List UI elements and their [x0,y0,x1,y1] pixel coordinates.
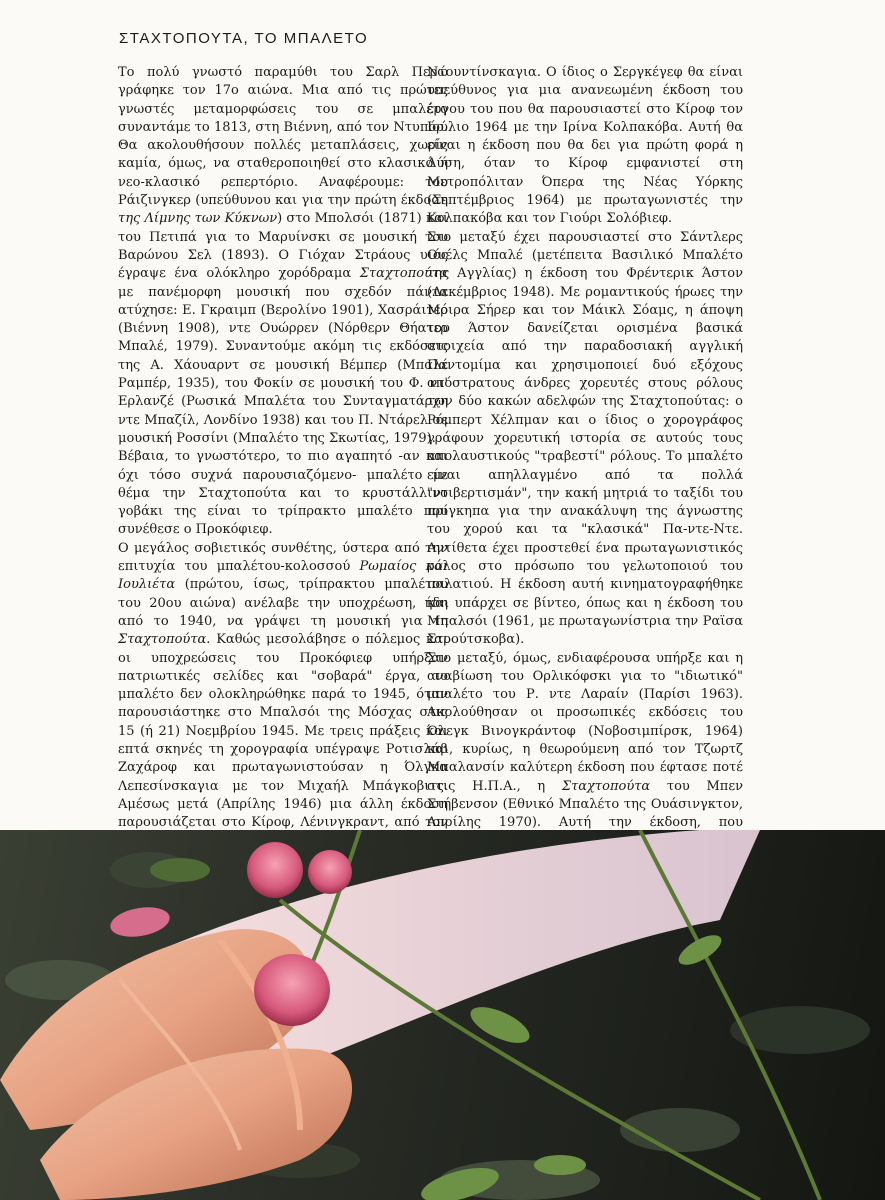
article-column-left [118,64,448,851]
text-run: ) στο Μπολσόι (1871) και του Πετιπά για το Μαρυίνσκι σε μουσική του Βαρώνου Σελ (1893). Ο Γιόχαν Στράους υιός έγραψε ένα ολόκληρο χορόδραμα [118,211,448,282]
article-paragraph [118,64,448,448]
italic-title: Σταχτοπούτα [359,266,448,282]
article-paragraph [118,448,448,539]
rose-flower [247,842,303,898]
text-run: Ο μεγάλος σοβιετικός συνθέτης, ύστερα από την επιτυχία του μπαλέτου-κολοσσού [118,540,448,575]
text-run: του Μπεν Στήβενσον (Εθνικό Μπαλέτο της Ουάσινγκτον, Απρίλης 1970). Αυτή την έκδοση, που [427,778,743,831]
text-run: Στο μεταξύ, όμως, ενδιαφέρουσα υπήρξε και η αναβίωση του Ορλικόφσκι για το "ιδιωτικό" μπαλέτο του Ρ. ντε Λαραίν (Παρίσι 1963). Ακολούθησαν οι προσωπικές εκδόσεις του Όλεγκ Βινογκράντοφ (Νοβοσιμπίρσκ, 1964) και, κυρίως, η θεωρούμενη από τον Τζωρτζ Μπαλανσίν καλύτερη έκδοση που έφτασε ποτέ στις Η.Π.Α., η [427,650,743,794]
photo-pointe-shoes-roses [0,830,885,1200]
text-run: με πανέμορφη μουσική που σχεδόν πάντα ατύχησε: Ε. Γκραιμπ (Βερολίνο 1901), Χασράιτερ (Βιέννη 1908), ντε Ουώρρεν (Νόρθερν Θήατερ Μπαλέ, 1979). Συναντούμε ακόμη τις εκδόσεις της Α. Χάουαρντ σε μουσική Βέμπερ (Μπαλέ Ραμπέρ, 1935), του Φοκίν σε μουσική του Φ. ντ' Ερλανζέ (Ρωσικά Μπαλέτα του Συνταγματάρχη ντε Μπαζίλ, Λονδίνο 1938) και του Π. Ντάρελ σε μουσική Ροσσίνι (Μπαλέτο της Σκωτίας, 1979). [118,284,448,446]
italic-title: Σταχτοπούτα [561,778,651,794]
italic-title: Ρωμαίος και Ιουλιέτα [118,559,448,593]
rose-petal [108,903,172,941]
article-paragraph: Στο μεταξύ έχει παρουσιαστεί στο Σάντλερς Ουέλς Μπαλέ (μετέπειτα Βασιλικό Μπαλέτο της Αγγλίας) η έκδοση του Φρέντερικ Άστον (Δεκέμβριος 1948). Με ρομαντικούς ήρωες την Μόιρα Σήρερ και τον Μάικλ Σόαμς, η άποψη του Άστον δανείζεται ορισμένα βασικά στοιχεία από την παραδοσιακή αγγλική Παντομίμα και χρησιμοποιεί δυό εξόχους απόστρατους άνδρες χορευτές στους ρόλους των δύο κακών αδελφών της Σταχτοπούτας: ο Ρόμπερτ Χέλπμαν και ο ίδιος ο χορογράφος γράφουν χορευτική ιστορία σε αυτούς τους απολαυστικούς "τραβεστί" ρόλους. Το μπαλέτο είναι απηλλαγμένο από τα πολλά "ντιβερτισμάν", την κακή μητριά το ταξίδι του πρίγκηπα για την ανακάλυψη της άγνωστης του χορού και τα "κλασικά" Πα-ντε-Ντε. Αντίθετα έχει προστεθεί ένα πρωταγωνιστικός ρόλος στο πρόσωπο του γελωτοποιού του παλατιού. Η έκδοση αυτή κινηματογραφήθηκε και υπάρχει σε βίντεο, όπως και η έκδοση του Μπαλσόι (1961, με πρωταγωνίστρια την Ραϊσα Στρούτσκοβα). [427,229,743,648]
rose-flower [308,850,352,894]
text-run: (πρώτου, ίσως, τρίπρακτου μπαλέτου του 20ου αιώνα) ανέλαβε την υποχρέωση, ήδη από το 1940, να γράψει τη μουσική για τη [118,577,448,629]
rose-flower [254,954,330,1026]
article-column-right [427,64,743,906]
page-title: ΣΤΑΧΤΟΠΟΥΤΑ, ΤΟ ΜΠΑΛΕΤΟ [119,30,369,47]
article-paragraph [118,540,448,851]
text-run: Το πολύ γνωστό παραμύθι του Σαρλ Περώ γράφηκε τον 17ο αιώνα. Μια από τις πρώτες γνωστές μεταμορφώσεις του σε μπαλέτο συναντάμε το 1813, στη Βιέννη, από τον Ντυπόρ. Θα ακολουθήσουν πολλές μεταπλάσεις, χωρίς καμία, όμως, να σταθεροποιηθεί στο κλασικό ή νεο-κλασικό ρεπερτόριο. Αναφέρουμε: του Ράιζινγκερ (υπεύθυνου και για την πρώτη έκδοση [118,65,448,209]
italic-title: της Λίμνης των Κύκνων [118,211,278,227]
article-paragraph: Ντουντίνσκαγια. Ο ίδιος ο Σεργκέγεφ θα είναι υπεύθυνος για μια ανανεωμένη έκδοση του έργου του που θα παρουσιαστεί στο Κίροφ τον Ιούλιο 1964 με την Ιρίνα Κολπακόβα. Αυτή θα είναι η έκδοση που θα δει για πρώτη φορά η Δύση, όταν το Κίροφ εμφανιστεί στη Μετροπόλιταν Όπερα της Νέας Υόρκης (Σεπτέμβριος 1964) με πρωταγωνιστές την Κολπακόβα και τον Γιούρι Σολόβιεφ. [427,65,743,227]
text-run: Καθώς μεσολάβησε ο πόλεμος και οι υποχρεώσεις του Προκόφιεφ υπήρξαν πατριωτικές σελίδες και "σοβαρά" έργα, το μπαλέτο δεν ολοκληρώθηκε παρά το 1945, όταν παρουσιάστηκε στο Μπαλσόι της Μόσχας στις 15 (ή 21) Νοεμβρίου 1945. Με τρεις πράξεις και επτά σκηνές τη χορογραφία υπέγραψε Ροτισλάβ Ζαχάροφ και πρωταγωνιστούσαν η Όλγκα Λεπεσίνσκαγια με τον Μιχαήλ Μπάγκοβιτς. Αμέσως μετά (Απρίλης 1946) μια άλλη έκδοση παρουσιάζεται στο Κίροφ, Λένινγκραντ, από τον [118,632,448,831]
photo-illustration [0,830,885,1200]
text-run: Βέβαια, το γνωστότερο, το πιο αγαπητό -αν και όχι τόσο συχνά παρουσιαζόμενο- μπαλέτο με θέμα την Σταχτοπούτα και το κρυστάλλινο γοβάκι της είναι το τρίπρακτο μπαλέτο που συνέθεσε ο Προκόφιεφ. [118,449,448,538]
italic-title: Σταχτοπούτα. [118,632,211,648]
